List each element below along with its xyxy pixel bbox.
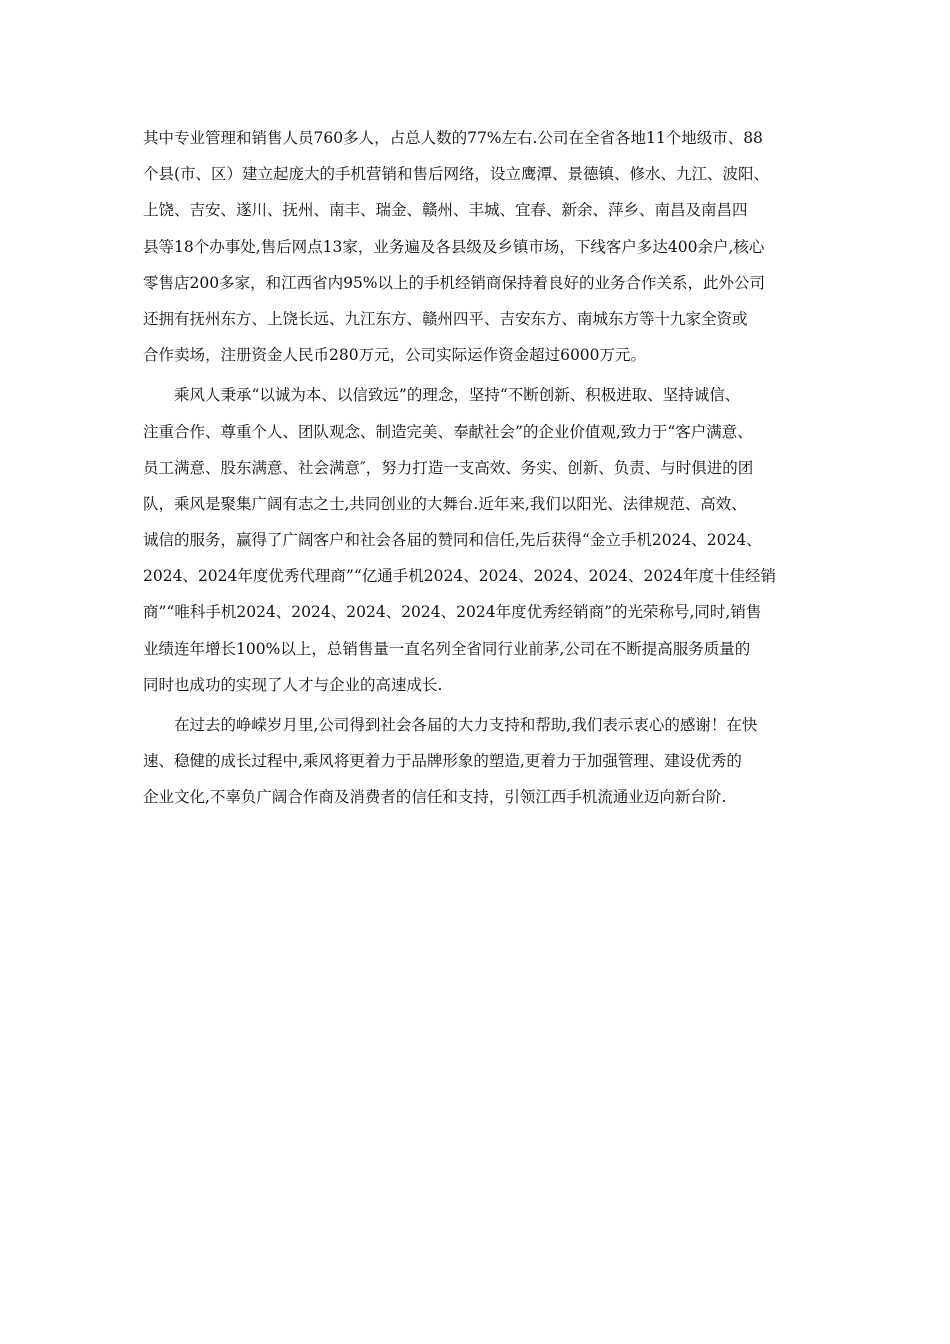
text-line: 乘风人秉承“以诚为本、以信致远”的理念，坚持“不断创新、积极进取、坚持诚信、 bbox=[143, 386, 741, 405]
text-line: 速、稳健的成长过程中,乘风将更着力于品牌形象的塑造,更着力于加强管理、建设优秀的 bbox=[143, 752, 742, 771]
paragraph-gratitude bbox=[143, 707, 823, 816]
text-line: 县等18个办事处,售后网点13家，业务遍及各县级及乡镇市场，下线客户多达400余户,核心 bbox=[143, 237, 765, 256]
text-line: 业绩连年增长100%以上，总销售量一直名列全省同行业前茅,公司在不断提高服务质量的 bbox=[143, 639, 751, 658]
text-line: 队，乘风是聚集广阔有志之士,共同创业的大舞台.近年来,我们以阳光、法律规范、高效、 bbox=[143, 494, 747, 513]
text-line: 还拥有抚州东方、上饶长远、九江东方、赣州四平、吉安东方、南城东方等十九家全资或 bbox=[143, 309, 748, 328]
text-line: 企业文化,不辜负广阔合作商及消费者的信任和支持，引领江西手机流通业迈向新台阶. bbox=[143, 788, 727, 807]
text-line: 同时也成功的实现了人才与企业的高速成长. bbox=[143, 675, 443, 694]
text-line: 商”“唯科手机2024、2024、2024、2024、2024年度优秀经销商”的光荣称号,同时,销售 bbox=[143, 603, 762, 622]
text-line: 注重合作、尊重个人、团队观念、制造完美、奉献社会”的企业价值观,致力于“客户满意、 bbox=[143, 422, 753, 441]
paragraph-values-and-awards bbox=[143, 377, 823, 703]
text-line: 员工满意、股东满意、社会满意″，努力打造一支高效、务实、创新、负责、与时俱进的团 bbox=[143, 458, 754, 477]
document-body bbox=[143, 120, 823, 816]
text-line: 个县(市、区）建立起庞大的手机营销和售后网络，设立鹰潭、景德镇、修水、九江、波阳、 bbox=[143, 165, 770, 184]
text-line: 其中专业管理和销售人员760多人，占总人数的77%左右.公司在全省各地11个地级市、88 bbox=[143, 129, 763, 147]
text-line: 诚信的服务，赢得了广阔客户和社会各届的赞同和信任,先后获得“金立手机2024、2024、 bbox=[143, 531, 762, 550]
text-line: 合作卖场，注册资金人民币280万元，公司实际运作资金超过6000万元。 bbox=[143, 346, 647, 365]
text-line: 零售店200多家，和江西省内95%以上的手机经销商保持着良好的业务合作关系，此外公司 bbox=[143, 273, 766, 292]
paragraph-company-overview bbox=[143, 120, 823, 373]
text-line: 2024、2024年度优秀代理商”“亿通手机2024、2024、2024、2024、2024年度十佳经销 bbox=[143, 567, 776, 586]
text-line: 上饶、吉安、遂川、抚州、南丰、瑞金、赣州、丰城、宜春、新余、萍乡、南昌及南昌四 bbox=[143, 201, 748, 220]
text-line: 在过去的峥嵘岁月里,公司得到社会各届的大力支持和帮助,我们表示衷心的感谢！在快 bbox=[143, 716, 758, 734]
